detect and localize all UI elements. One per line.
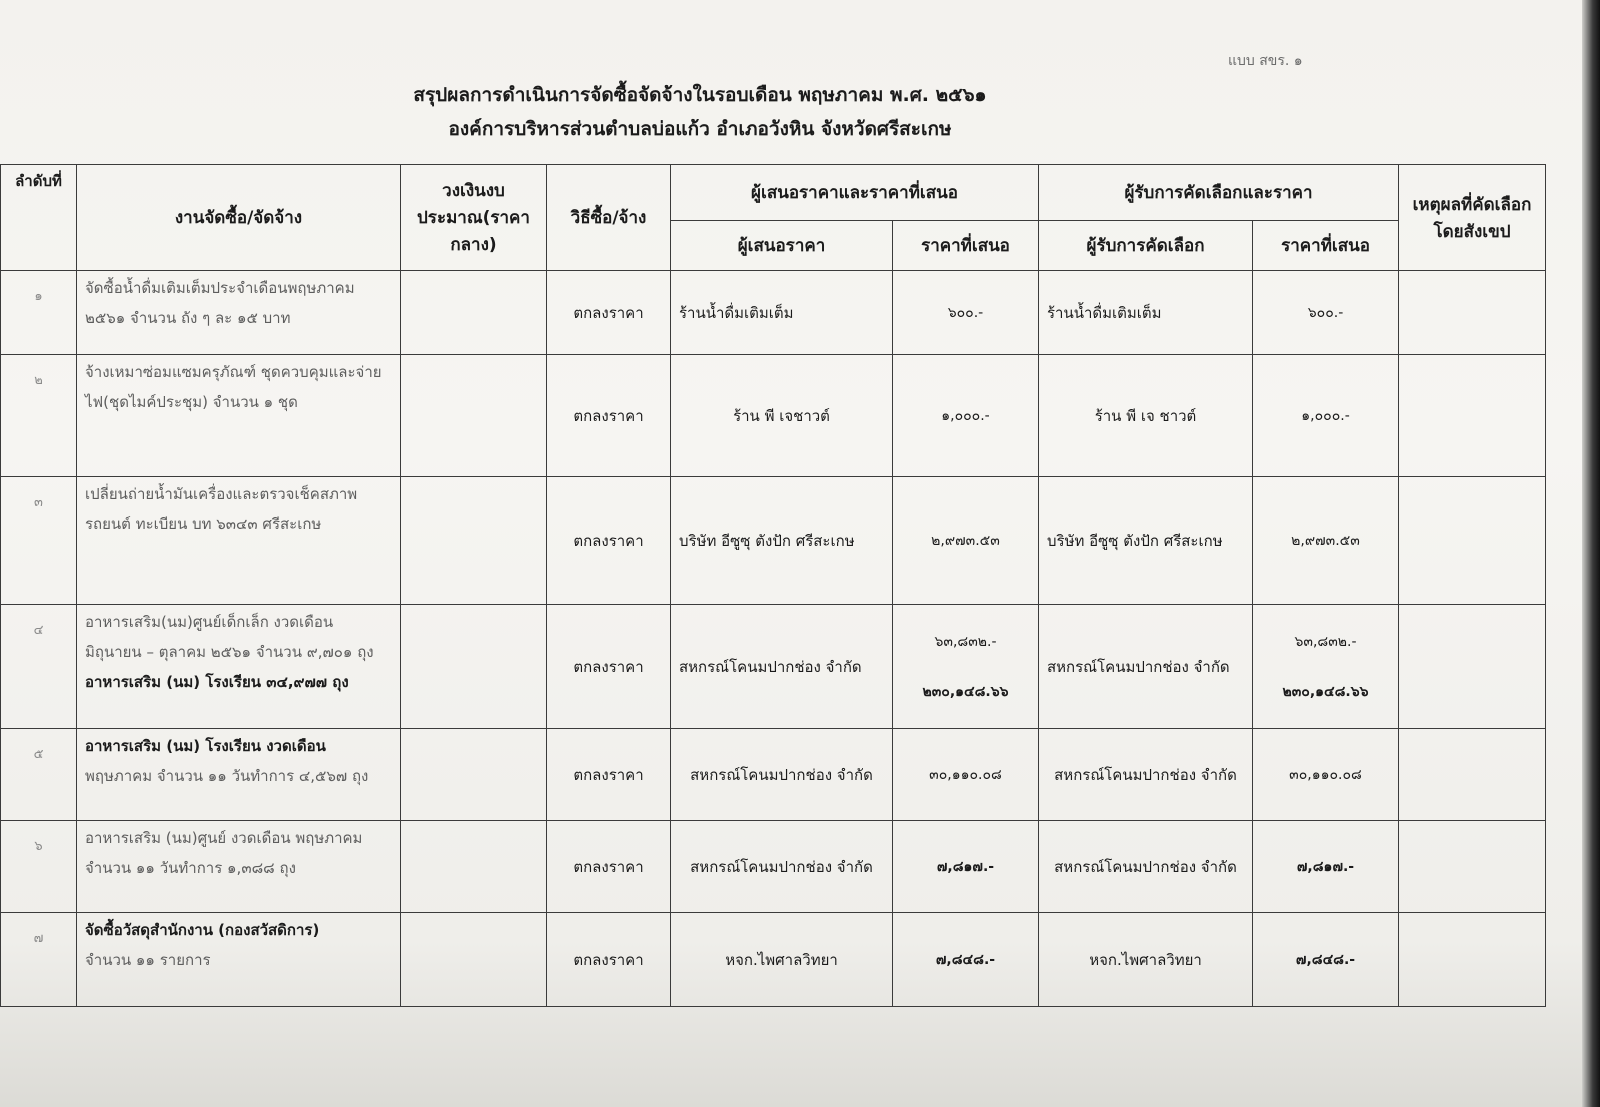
row-budget <box>401 271 547 355</box>
row-task-heading: จัดซื้อวัสดุสำนักงาน (กองสวัสดิการ) <box>85 921 320 939</box>
row-bidder: สหกรณ์โคนมปากช่อง จำกัด <box>671 821 893 913</box>
row-method: ตกลงราคา <box>547 605 671 729</box>
row-task-text: อาหารเสริม(นม)ศูนย์เด็กเล็ก งวดเดือน มิถุนายน – ตุลาคม ๒๕๖๑ จำนวน ๙,๗๐๑ ถุง <box>85 613 374 661</box>
row-selected-price: ๑,๐๐๐.- <box>1253 355 1399 477</box>
row-reason <box>1399 605 1546 729</box>
row-method: ตกลงราคา <box>547 477 671 605</box>
document-subtitle: องค์การบริหารส่วนตำบลบ่อแก้ว อำเภอวังหิน จังหวัดศรีสะเกษ <box>448 118 952 140</box>
row-selected: สหกรณ์โคนมปากช่อง จำกัด <box>1039 821 1253 913</box>
form-code: แบบ สขร. ๑ <box>1228 53 1303 69</box>
row-no: ๔ <box>1 605 77 729</box>
table-row <box>1 605 1546 729</box>
row-task-extra: อาหารเสริม (นม) โรงเรียน ๓๔,๙๗๗ ถุง <box>85 673 349 691</box>
row-selected-price: ๗,๘๔๘.- <box>1253 913 1399 1007</box>
header-selected-group: ผู้รับการคัดเลือกและราคา <box>1039 165 1399 221</box>
row-budget <box>401 605 547 729</box>
header-reason: เหตุผลที่คัดเลือกโดยสังเขป <box>1399 165 1546 271</box>
row-budget <box>401 729 547 821</box>
row-no: ๒ <box>1 355 77 477</box>
row-reason <box>1399 477 1546 605</box>
row-bidder: สหกรณ์โคนมปากช่อง จำกัด <box>671 605 893 729</box>
row-method: ตกลงราคา <box>547 821 671 913</box>
row-bid-price: ๑,๐๐๐.- <box>893 355 1039 477</box>
table-row <box>1 271 1546 355</box>
row-no: ๕ <box>1 729 77 821</box>
row-no: ๗ <box>1 913 77 1007</box>
row-selected: ร้าน พี เจ ชาวต์ <box>1039 355 1253 477</box>
scan-edge-shadow <box>1582 0 1600 1107</box>
row-selected-price: ๖๐๐.- <box>1253 271 1399 355</box>
row-method: ตกลงราคา <box>547 913 671 1007</box>
row-task-heading: อาหารเสริม (นม) โรงเรียน งวดเดือน <box>85 737 326 755</box>
row-task <box>77 729 401 821</box>
row-reason <box>1399 913 1546 1007</box>
row-method: ตกลงราคา <box>547 729 671 821</box>
row-selected-price <box>1253 605 1399 729</box>
row-bidder: ร้านน้ำดื่มเติมเต็ม <box>671 271 893 355</box>
row-bid-price: ๓๐,๑๑๐.๐๘ <box>893 729 1039 821</box>
table-row <box>1 729 1546 821</box>
row-bidder: บริษัท อีซูซุ ตังปัก ศรีสะเกษ <box>671 477 893 605</box>
row-selected-price-1: ๖๓,๘๓๒.- <box>1294 633 1357 650</box>
table-row <box>1 355 1546 477</box>
row-selected: บริษัท อีซูซุ ตังปัก ศรีสะเกษ <box>1039 477 1253 605</box>
row-selected: สหกรณ์โคนมปากช่อง จำกัด <box>1039 729 1253 821</box>
header-bid-price: ราคาที่เสนอ <box>893 221 1039 271</box>
document-title: สรุปผลการดำเนินการจัดซื้อจัดจ้างในรอบเดือน พฤษภาคม พ.ศ. ๒๕๖๑ <box>413 84 987 106</box>
row-bid-price: ๒,๙๗๓.๕๓ <box>893 477 1039 605</box>
row-budget <box>401 355 547 477</box>
row-selected-price-2: ๒๓๐,๑๔๘.๖๖ <box>1282 683 1369 700</box>
row-bidder: ร้าน พี เจชาวต์ <box>671 355 893 477</box>
table-row <box>1 913 1546 1007</box>
row-budget <box>401 477 547 605</box>
row-task: อาหารเสริม (นม)ศูนย์ งวดเดือน พฤษภาคม จำนวน ๑๑ วันทำการ ๑,๓๘๘ ถุง <box>77 821 401 913</box>
row-task-text: พฤษภาคม จำนวน ๑๑ วันทำการ ๔,๕๖๗ ถุง <box>85 767 369 785</box>
row-budget <box>401 913 547 1007</box>
row-task <box>77 605 401 729</box>
row-task-text: จำนวน ๑๑ รายการ <box>85 951 211 969</box>
row-no: ๓ <box>1 477 77 605</box>
row-selected-price: ๗,๘๑๗.- <box>1253 821 1399 913</box>
row-task <box>77 913 401 1007</box>
row-no: ๖ <box>1 821 77 913</box>
header-selected-price: ราคาที่เสนอ <box>1253 221 1399 271</box>
table-row <box>1 477 1546 605</box>
row-selected-price: ๓๐,๑๑๐.๐๘ <box>1253 729 1399 821</box>
row-selected: หจก.ไพศาลวิทยา <box>1039 913 1253 1007</box>
row-bidder: สหกรณ์โคนมปากช่อง จำกัด <box>671 729 893 821</box>
row-task: เปลี่ยนถ่ายน้ำมันเครื่องและตรวจเช็คสภาพรถยนต์ ทะเบียน บท ๖๓๔๓ ศรีสะเกษ <box>77 477 401 605</box>
header-selected: ผู้รับการคัดเลือก <box>1039 221 1253 271</box>
row-method: ตกลงราคา <box>547 355 671 477</box>
header-method: วิธีซื้อ/จ้าง <box>547 165 671 271</box>
row-method: ตกลงราคา <box>547 271 671 355</box>
row-no: ๑ <box>1 271 77 355</box>
procurement-table <box>0 164 1546 1007</box>
row-selected: สหกรณ์โคนมปากช่อง จำกัด <box>1039 605 1253 729</box>
header-task: งานจัดซื้อ/จัดจ้าง <box>77 165 401 271</box>
row-reason <box>1399 271 1546 355</box>
table-row <box>1 821 1546 913</box>
row-task: จ้างเหมาซ่อมแซมครุภัณฑ์ ชุดควบคุมและจ่ายไฟ(ชุดไมค์ประชุม) จำนวน ๑ ชุด <box>77 355 401 477</box>
row-reason <box>1399 821 1546 913</box>
row-reason <box>1399 729 1546 821</box>
row-bid-price: ๖๐๐.- <box>893 271 1039 355</box>
row-bid-price <box>893 605 1039 729</box>
header-bidder: ผู้เสนอราคา <box>671 221 893 271</box>
row-bid-price: ๗,๘๔๘.- <box>893 913 1039 1007</box>
row-budget <box>401 821 547 913</box>
row-reason <box>1399 355 1546 477</box>
header-bidders-group: ผู้เสนอราคาและราคาที่เสนอ <box>671 165 1039 221</box>
row-selected: ร้านน้ำดื่มเติมเต็ม <box>1039 271 1253 355</box>
header-no: ลำดับที่ <box>1 165 77 271</box>
row-task: จัดซื้อน้ำดื่มเติมเต็มประจำเดือนพฤษภาคม ๒๕๖๑ จำนวน ถัง ๆ ละ ๑๕ บาท <box>77 271 401 355</box>
row-bid-price-2: ๒๓๐,๑๔๘.๖๖ <box>922 683 1009 700</box>
header-budget: วงเงินงบประมาณ(ราคากลาง) <box>401 165 547 271</box>
row-bid-price-1: ๖๓,๘๓๒.- <box>934 633 997 650</box>
row-bidder: หจก.ไพศาลวิทยา <box>671 913 893 1007</box>
row-bid-price: ๗,๘๑๗.- <box>893 821 1039 913</box>
row-selected-price: ๒,๙๗๓.๕๓ <box>1253 477 1399 605</box>
